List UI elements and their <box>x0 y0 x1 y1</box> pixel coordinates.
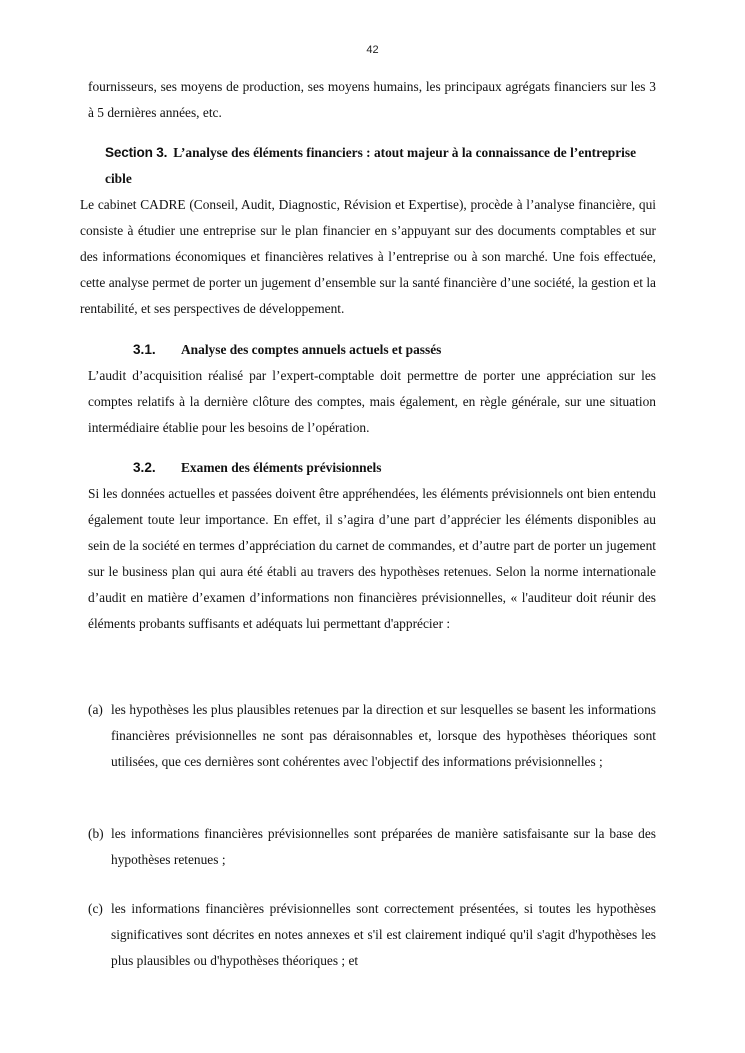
list-item-b <box>88 821 656 873</box>
subsection-3-1-body: L’audit d’acquisition réalisé par l’expert-comptable doit permettre de porter une appréciation sur les comptes relatifs à la dernière clôture des comptes, mais également, en règle générale, sur une situation intermédiaire établie pour les besoins de l’opération. <box>88 368 656 435</box>
list-text-b: les informations financières prévisionnelles sont préparées de manière satisfaisante sur la base des hypothèses retenues ; <box>111 826 656 867</box>
section-3-title: L’analyse des éléments financiers : atout majeur à la connaissance de l’entreprise cible <box>105 145 637 186</box>
section-3-heading <box>105 140 655 192</box>
subsection-3-2-heading <box>133 457 381 479</box>
section-3-number: Section 3. <box>105 145 168 160</box>
list-item-a <box>88 697 656 775</box>
intro-paragraph: fournisseurs, ses moyens de production, ses moyens humains, les principaux agrégats financiers sur les 3 à 5 dernières années, etc. <box>88 79 656 120</box>
subsection-3-2-title: Examen des éléments prévisionnels <box>181 460 382 475</box>
subsection-3-1-number: 3.1. <box>133 342 156 357</box>
subsection-3-1-heading <box>133 339 441 361</box>
list-marker-c: (c) <box>88 901 103 916</box>
subsection-3-2-body: Si les données actuelles et passées doivent être appréhendées, les éléments prévisionnels ont bien entendu également toute leur importance. En effet, il s’agira d’une part d’apprécier les éléments disponibles au sein de la société en termes d’appréciation du carnet de commandes, et d’autre part de porter un jugement sur le business plan qui aura été établi au travers des hypothèses retenues. Selon la norme internationale d’audit en matière d’examen d’informations non financières prévisionnelles, « l'auditeur doit réunir des éléments probants suffisants et adéquats lui permettant d'apprécier : <box>88 486 656 631</box>
subsection-3-1-title: Analyse des comptes annuels actuels et passés <box>181 342 442 357</box>
list-text-c: les informations financières prévisionnelles sont correctement présentées, si toutes les hypothèses significatives sont décrites en notes annexes et s'il est clairement indiqué qu'il s'agit d'hypothèses les plus plausibles ou d'hypothèses théoriques ; et <box>111 901 656 968</box>
list-marker-a: (a) <box>88 702 103 717</box>
list-marker-b: (b) <box>88 826 104 841</box>
page-number: 42 <box>366 44 379 56</box>
list-item-c <box>88 896 656 974</box>
section-3-body: Le cabinet CADRE (Conseil, Audit, Diagnostic, Révision et Expertise), procède à l’analyse financière, qui consiste à étudier une entreprise sur le plan financier en s’appuyant sur des documents comptables et sur des informations économiques et financières relatives à l’entreprise ou à son marché. Une fois effectuée, cette analyse permet de porter un jugement d’ensemble sur la santé financière d’une société, la gestion et la rentabilité, et ses perspectives de développement. <box>80 197 656 316</box>
list-text-a: les hypothèses les plus plausibles retenues par la direction et sur lesquelles se basent les informations financières prévisionnelles ne sont pas déraisonnables et, lorsque des hypothèses théoriques sont utilisées, que ces dernières sont cohérentes avec l'objectif des informations prévisionnelles ; <box>111 702 656 769</box>
subsection-3-2-number: 3.2. <box>133 460 156 475</box>
